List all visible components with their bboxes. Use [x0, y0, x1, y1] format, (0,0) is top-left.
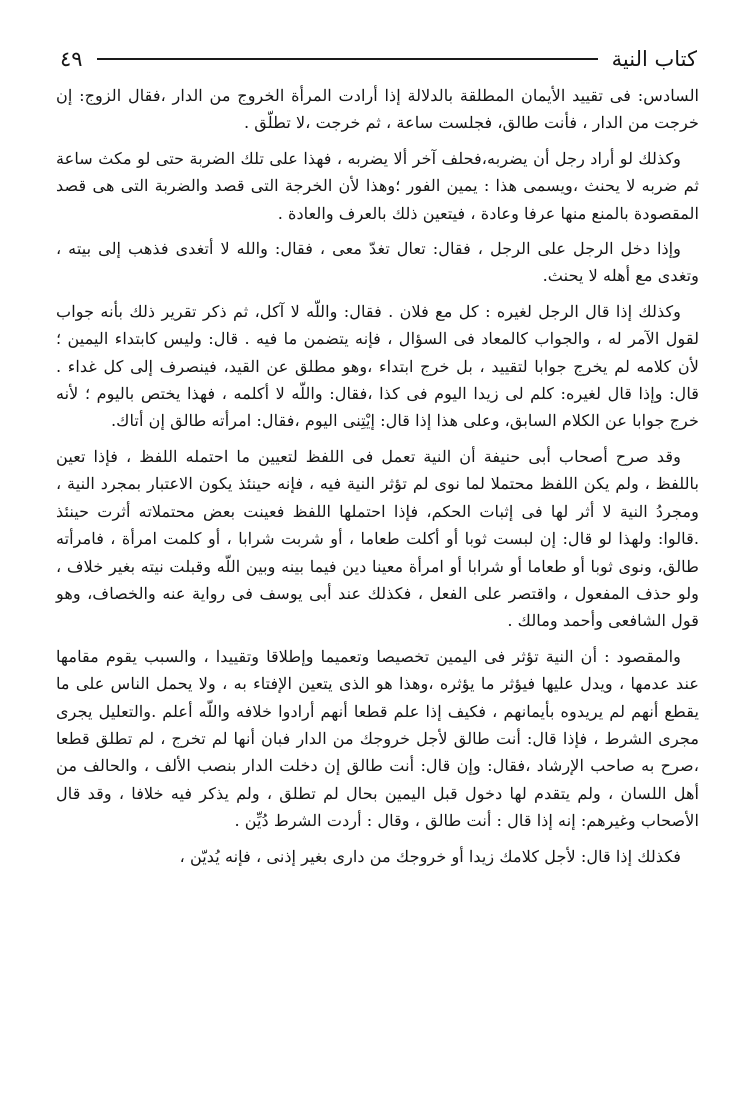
body-text: [56, 82, 699, 878]
paragraph: فكذلك إذا قال: لأجل كلامك زيدا أو خروجك من دارى بغير إذنى ، فإنه يُديّن ،: [179, 846, 681, 866]
paragraph: السادس: فى تقييد الأيمان المطلقة بالدلالة إذا أرادت المرأة الخروج من الدار ،فقال الزوج: إن خرجت من الدار ، فأنت طالق، فجلست ساعة ، ثم خرجت ،لا تطلّق .: [56, 86, 699, 133]
paragraph: والمقصود : أن النية تؤثر فى اليمين تخصيصا وتعميما وإطلاقا وتقييدا ، والسبب يقوم مقامها عند عدمها ، ويدل عليها فيؤثر ما يؤثره ،وهذا هو الذى يتعين الإفتاء به ، ولا يحمل الناس على ما يقطع أنهم لم يريدوه بأيمانهم ، فكيف إذا علم قطعا أنهم أرادوا خلافه واللّه أعلم .والتعليل يجرى مجرى الشرط ، فإذا قال: أنت طالق لأجل خروجك من الدار فبان أنها لم تخرج ، لم تطلق قطعا ،صرح به صاحب الإرشاد ،فقال: وإن قال: أنت طالق إن دخلت الدار بنصب الألف ، والحالف من أهل اللسان ، ولم يتقدم لها دخول قبل اليمين بحال لم تطلق ، ولم يذكر فيه خلافا ، وقد قال الأصحاب وغيرهم: إنه إذا قال : أنت طالق ، وقال : أردت الشرط دُيِّن .: [56, 646, 699, 831]
paragraph: وكذلك إذا قال الرجل لغيره : كل مع فلان . فقال: واللّه لا آكل، ثم ذكر تقرير ذلك بأنه جواب لقول الآمر له ، والجواب كالمعاد فى السؤال ، فإنه يتضمن ما فيه . قال: وليس كابتداء اليمين ؛ لأن كلامه لم يخرج جوابا لتقييد ، بل خرج ابتداء ،وهو مطلق عن القيد، فينصرف إلى كل غداء . قال: وإذا قال لغيره: كلم لى زيدا اليوم فى كذا ،فقال: واللّه لا أكلمه ، فهذا يختص باليوم ؛ لأنه خرج جوابا عن الكلام السابق، وعلى هذا إذا قال: إيْتِنى اليوم ،فقال: امرأته طالق إن أتاك.: [56, 301, 699, 431]
paragraph: وإذا دخل الرجل على الرجل ، فقال: تعال تغدّ معى ، فقال: والله لا أتغدى فذهب إلى بيته ، وتغدى مع أهله لا يحنث.: [56, 239, 699, 286]
page-number: ٤٩: [60, 47, 83, 71]
running-title: كتاب النية: [611, 47, 697, 71]
paragraph: وكذلك لو أراد رجل أن يضربه،فحلف آخر ألا يضربه ، فهذا على تلك الضربة حتى لو مكث ساعة ثم ضربه لا يحنث ،ويسمى هذا : يمين الفور ؛وهذا لأن الخرجة التى قصد والضربة التى هى قصد المقصودة بالمنع منها عرفا وعادة ، فيتعين ذلك بالعرف والعادة .: [56, 148, 699, 223]
paragraph: وقد صرح أصحاب أبى حنيفة أن النية تعمل فى اللفظ لتعيين ما احتمله اللفظ ، فإذا تعين باللفظ ، ولم يكن اللفظ محتملا لما نوى لم تؤثر النية فيه ، فإنه حينئذ يكون الاعتبار بمجرد النية ، ومجردُ النية لا أثر لها فى إثبات الحكم، فإذا احتملها اللفظ فعينت بعض محتملاته أثرت حينئذ .قالوا: ولهذا لو قال: إن لبست ثوبا أو أكلت طعاما ، أو شربت شرابا ، أو كلمت امرأة ، فامرأته طالق، ونوى ثوبا أو طعاما أو شرابا أو امرأة معينا دين فيما بينه وبين اللّه وقبلت نيته بغير خلاف ، ولو حذف المفعول ، واقتصر على الفعل ، فكذلك عند أبى يوسف فى رواية عنه والخصاف، وهو قول الشافعى وأحمد ومالك .: [56, 446, 699, 631]
header-rule: [97, 58, 598, 60]
page-header: [60, 42, 697, 76]
